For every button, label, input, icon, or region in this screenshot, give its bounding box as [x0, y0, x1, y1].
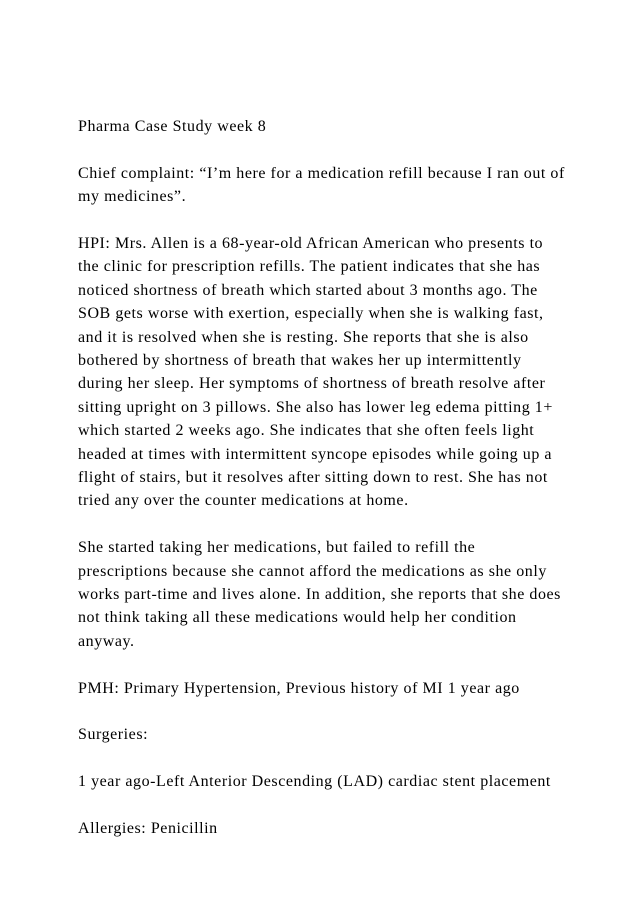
chief-complaint-paragraph: Chief complaint: “I’m here for a medication refill because I ran out of my medicines”.: [78, 164, 565, 206]
surgery-item: 1 year ago-Left Anterior Descending (LAD) cardiac stent placement: [78, 773, 551, 791]
pmh-paragraph: PMH: Primary Hypertension, Previous history of MI 1 year ago: [78, 679, 520, 697]
allergies-paragraph: Allergies: Penicillin: [78, 820, 218, 838]
hpi-paragraph: HPI: Mrs. Allen is a 68-year-old African American who presents to the clinic for prescription refills. The patient indicates that she has noticed shortness of breath which started about 3 months ago. The SOB gets worse with exertion, especially when she is walking fast, and it is resolved when she is resting. She reports that she is also bothered by shortness of breath that wakes her up intermittently during her sleep. Her symptoms of shortness of breath resolve after sitting upright on 3 pillows. She also has lower leg edema pitting 1+ which started 2 weeks ago. She indicates that she often feels light headed at times with intermittent syncope episodes while going up a flight of stairs, but it resolves after sitting down to rest. She has not tried any over the counter medications at home.: [78, 235, 553, 510]
document-title: Pharma Case Study week 8: [78, 118, 267, 135]
medication-adherence-paragraph: She started taking her medications, but failed to refill the prescriptions because she cannot afford the medications as she only works part-time and lives alone. In addition, she reports that she does not think taking all these medications would help her condition anyway.: [78, 539, 561, 650]
document-body: [78, 115, 568, 840]
surgeries-heading: Surgeries:: [78, 726, 149, 744]
